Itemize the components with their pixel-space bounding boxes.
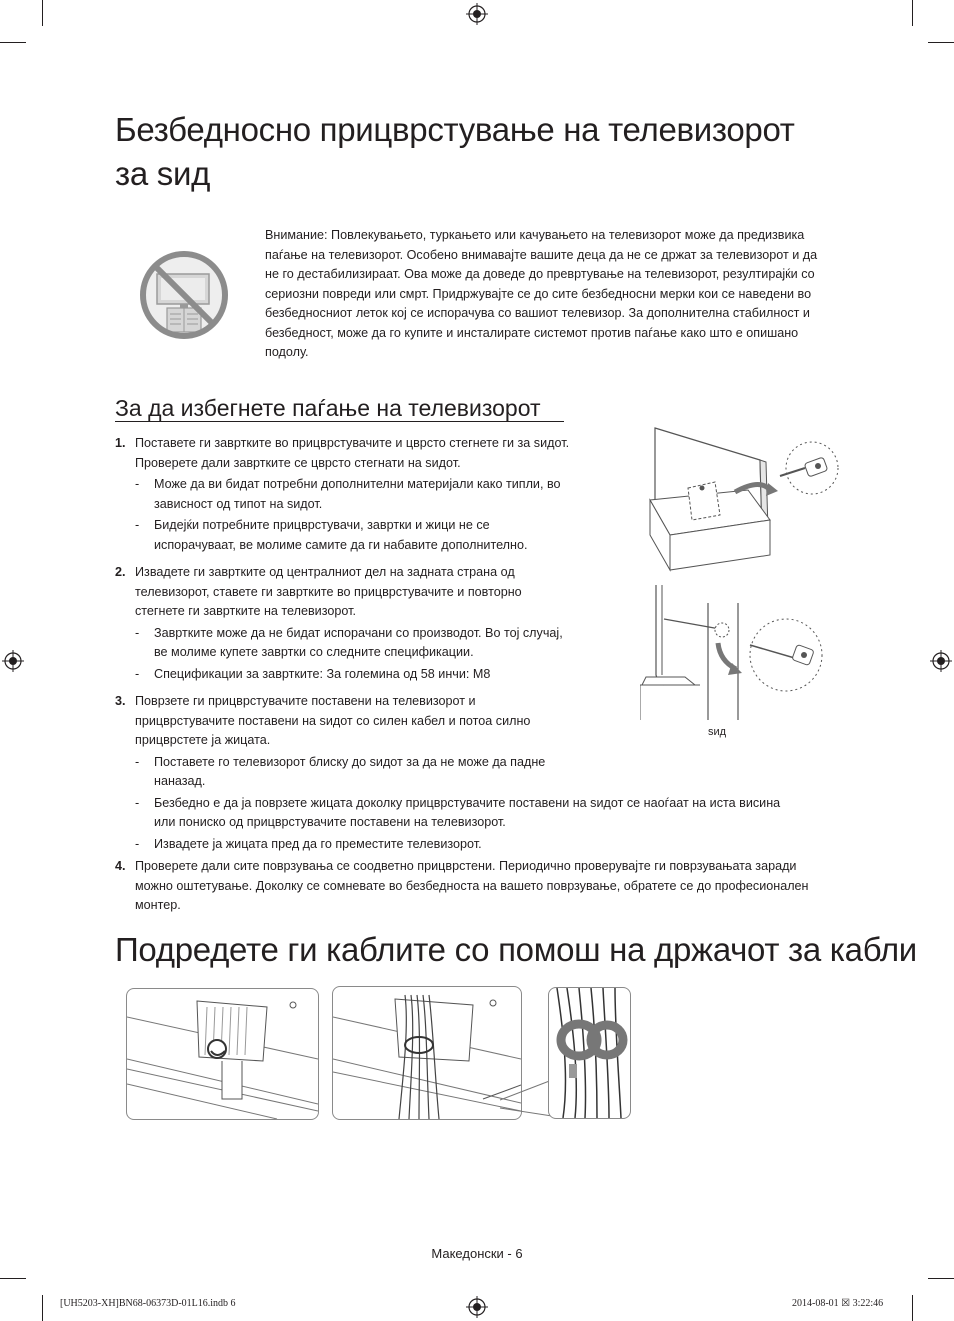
step-text: Проверете дали завртките се цврсто стегнати на ѕидот. (135, 455, 461, 470)
page-title: Безбедносно прицврстување на телевизорот (115, 111, 795, 148)
subnote-text: или пониско од прицврстувачите поставени на телевизорот. (154, 815, 506, 829)
subnote-text: Бидејќи потребните прицврстувачи, завртки и жици не се (154, 518, 490, 532)
registration-mark-icon (466, 1296, 488, 1318)
subnote-text: Извадете ја жицата пред да го преместите телевизорот. (154, 836, 482, 851)
crop-mark (912, 0, 913, 26)
step-number: 2. (115, 565, 126, 579)
step-text: Поврзете ги прицврстувачите поставени на телевизорот и (135, 694, 476, 708)
subnote-text: испорачуваат, ве молиме самите да ги набавите дополнително. (154, 537, 528, 552)
step-text: Извадете ги завртките од централниот дел на задната страна од (135, 565, 515, 579)
crop-mark (42, 0, 43, 26)
subnote-text: Спецификации за завртките: За големина од 58 инчи: M8 (154, 666, 491, 681)
wall-label: ѕид (708, 726, 727, 738)
registration-mark-icon (930, 650, 952, 672)
step-text: монтер. (135, 898, 181, 912)
page-title-continued: за ѕид (115, 155, 211, 192)
subtitle-underline (115, 421, 564, 422)
subnote-text: Безбедно е да ја поврзете жицата доколку прицврстувачите поставени на ѕидот се наоѓаат на иста висина (154, 795, 781, 810)
step-text: прицврстувачите поставени на ѕидот со силен кабел и потоа силно (135, 713, 531, 728)
crop-mark (42, 1295, 43, 1321)
step-text: Проверете дали сите поврзувања се соодветно прицврстени. Периодично проверувајте ги поврзувањата заради (135, 859, 797, 873)
registration-mark-icon (466, 3, 488, 25)
section-subtitle: За да избегнете паѓање на телевизорот (115, 395, 541, 421)
page-footer: Македонски - 6 (431, 1246, 523, 1261)
step-text: телевизорот, ставете ги завртките во прицврстувачите и повторно (135, 584, 522, 599)
section-title-cable: Подредете ги каблите со помош на држачот за кабли (115, 931, 917, 968)
subnote-text: Поставете го телевизорот блиску до ѕидот за да не може да падне (154, 754, 546, 769)
no-climbing-tv-icon (137, 248, 231, 342)
tv-wall-side-illustration (640, 585, 840, 725)
step-number: 3. (115, 694, 126, 708)
crop-mark (0, 42, 26, 43)
warning-paragraph: Внимание: Повлекувањето, туркањето или качувањето на телевизорот може да предизвика паѓање на телевизорот. Особено внимавајте вашите деца да не се држат за телевизорот и да не го дестабилизираат. Ова може да доведе до превртување на телевизорот, резултирајќи со сериозни повреди или смрт. Придржувајте се до сите безбедносни мерки кои се наведени во безбедносниот леток кој се испорачува со вашиот телевизор. За дополнителна стабилност и безбедност, може да го купите и инсталирате системот против паѓање како што е опишано подолу. (265, 228, 818, 359)
step-number: 4. (115, 859, 126, 873)
registration-mark-icon (2, 650, 24, 672)
step-text: прицврстете ја жицата. (135, 733, 271, 747)
step-text: Поставете ги завртките во прицврстувачите и цврсто стегнете ги за ѕидот. (135, 436, 570, 450)
subnote-text: ве молиме купете завртки со следните спецификации. (154, 645, 474, 659)
step-number: 1. (115, 436, 126, 450)
crop-mark (928, 42, 954, 43)
cable-holder-illustration-1 (126, 988, 319, 1120)
crop-mark (928, 1278, 954, 1279)
crop-mark (912, 1295, 913, 1321)
print-slug-right: 2014-08-01 ☒ 3:22:46 (792, 1298, 884, 1309)
subnote-text: зависност од типот на ѕидот. (154, 496, 323, 511)
crop-mark (0, 1278, 26, 1279)
print-slug-left: [UH5203-XH]BN68-06373D-01L16.indb 6 (60, 1298, 236, 1309)
step-text: можно оштетување. Доколку се сомневате во безбедноста на вашето поврзување, обратете се до професионален (135, 878, 809, 893)
tv-wall-bracket-illustration (640, 420, 840, 580)
step-text: стегнете ги завртките на телевизорот. (135, 604, 356, 618)
subnote-text: Завртките може да не бидат испорачани со производот. Во тој случај, (154, 625, 563, 640)
subnote-text: наназад. (154, 774, 206, 788)
subnote-text: Може да ви бидат потребни дополнителни материјали како типли, во (154, 477, 561, 491)
cable-holder-closeup (548, 987, 631, 1119)
